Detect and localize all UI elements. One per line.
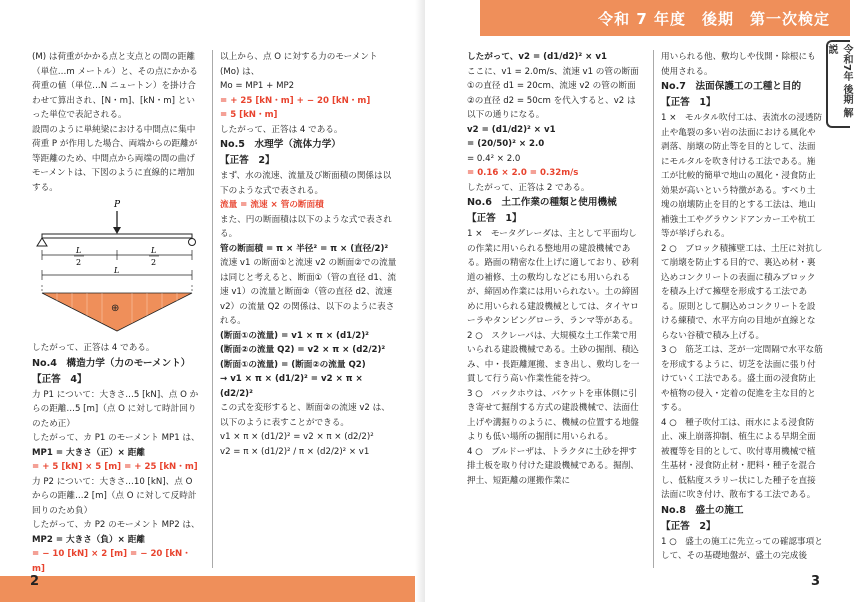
col3-paragraph-2: したがって、正答は 2 である。 [467, 182, 590, 193]
question-no4-heading: No.4 構造力学（力のモーメント） [32, 357, 191, 369]
left-page [0, 0, 425, 602]
question-no5-heading: No.5 水理学（流体力学） [220, 139, 341, 150]
col3-item-2: 2 ○ スクレーパは、大規模な土工作業で用いられる建設機械である。土砂の掘削、積込み、中・長距離運搬、まき出し、敷均しを一貫して行う高い作業性能を持つ。 [467, 330, 640, 384]
col4-item-2: 2 ○ ブロック積擁壁工は、土圧に対抗して崩壊を防止する目的で、裏込め材・裏込めコンクリートの表面に積みブロックを積み上げて擁壁を形成する工法である。原則として胴込めコンクリートを設ける練積で、水平方向の目地が直線とならない谷積で積み上げる。 [661, 243, 823, 341]
col3-formula-4: = 0.4² × 2.0 [467, 153, 521, 164]
col1-paragraph-1: (M) は荷重がかかる点と支点との間の距離（単位…m メートル）と、その点にかかる荷重の値（単位…N ニュートン）を掛け合わせて算出され、[N・m]、[kN・m] といった単位で表記される。 [32, 52, 198, 120]
col1-paragraph-5: したがって、カ P1 のモーメント MP1 は、 [32, 433, 200, 443]
col2-formula-5: 管の断面積 = π × 半径² = π × (直径/2)² [220, 243, 389, 254]
col2-paragraph-3: まず、水の流速、流量及び断面積の関係は以下のような式で表される。 [220, 171, 392, 196]
half-span-left-den: 2 [76, 258, 82, 267]
col2-paragraph-1: 以上から、点 O に対する力のモーメント (Mo) は、 [220, 52, 378, 77]
question-no6-answer: 【正答 1】 [467, 213, 522, 224]
col1-formula-3: MP2 = 大きさ（負）× 距離 [32, 534, 145, 545]
col2-paragraph-4: また、円の断面積は以下のような式で表される。 [220, 214, 392, 239]
left-page-number: 2 [30, 574, 40, 589]
col2-formula-10: v1 × π × (d1/2)² = v2 × π × (d2/2)² [220, 432, 374, 442]
col2-paragraph-5: 流速 v1 の断面①と流速 v2 の断面②での流量は同じと考えると、断面①（管の直径 d1、流速 v1）の流量と断面②（管の直径 d2、流速 v2）の流量 Q2 の関係は、以下のように表される。 [220, 258, 397, 326]
col2-formula-2: = + 25 [kN・m] + − 20 [kN・m] [220, 95, 371, 106]
load-arrow-head [113, 227, 121, 234]
question-no8-answer: 【正答 2】 [661, 520, 716, 532]
column-divider-left [212, 50, 213, 568]
col2-formula-6: (断面①の流量) = v1 × π × (d1/2)² [220, 330, 369, 341]
col3-item-1: 1 × モータグレーダは、主として平面均しの作業に用いられる整地用の建設機械である。路面の精密な仕上げに適しており、砂利道の補修、土の敷均しなどにも用いられるが、締固め作業には用いられない。土の締固めに用いられる建設機械としては、タイヤローラやタンピングローラ、ランマ等がある。 [467, 229, 639, 326]
col3-formula-3: = (20/50)² × 2.0 [467, 139, 545, 149]
col1-formula-1: MP1 = 大きさ（正）× 距離 [32, 447, 145, 458]
side-index-tab[interactable]: 令和7年 後期 解説 [826, 40, 850, 128]
col1-formula-4: = − 10 [kN] × 2 [m] = − 20 [kN・m] [32, 549, 191, 574]
bending-moment-diagram [32, 197, 202, 337]
col2-formula-3: = 5 [kN・m] [220, 110, 278, 120]
col1-paragraph-6: 力 P2 について：大きさ…10 [kN]、点 O からの距離…2 [m]（点 O に対して反時計回りのため負） [32, 476, 197, 516]
positive-sign: ⊕ [111, 303, 120, 314]
half-span-right-den: 2 [151, 258, 157, 267]
question-no7-answer: 【正答 1】 [661, 97, 716, 108]
col3-formula-1: したがって、v2 = (d1/d2)² × v1 [467, 52, 607, 62]
column-4 [661, 50, 823, 564]
question-no8-heading: No.8 盛土の施工 [661, 504, 744, 516]
col2-formula-4: 流量 = 流速 × 管の断面積 [220, 200, 324, 210]
col4-item-1: 1 × モルタル吹付工は、表流水の浸透防止や亀裂の多い岩の法面における風化や剥落、崩壊の防止等を目的として、法面にモルタルを吹き付ける工法である。施工が比較的簡単で地山の風化・浸食防止効果が高いという特徴がある。すべり土塊の崩壊防止を目的とする工法は、地山補強土工やグラウンドアンカー工や杭工等が挙げられる。 [661, 113, 823, 239]
col1-paragraph-3: したがって、正答は 4 である。 [32, 343, 155, 353]
col1-formula-2: = + 5 [kN] × 5 [m] = + 25 [kN・m] [32, 462, 198, 472]
half-span-left-num: L [76, 246, 82, 255]
col4-paragraph-1: 用いられる他、敷均しや伐開・除根にも使用される。 [661, 52, 816, 77]
exam-title: 令和 7 年度 後期 第一次検定 [598, 10, 830, 28]
col3-item-3: 3 ○ バックホウは、バケットを車体側に引き寄せて掘削する方式の建設機械で、法面仕上げや溝掘りのように、機械の位置する地盤よりも低い場所の掘削に用いられる。 [467, 388, 639, 442]
col2-formula-1: Mo = MP1 + MP2 [220, 81, 295, 91]
roller-support [189, 239, 196, 246]
question-no5-answer: 【正答 2】 [220, 155, 275, 166]
question-no4-answer: 【正答 4】 [32, 373, 87, 385]
col4-item-5: 1 ○ 盛土の施工に先立っての確認事項として、その基礎地盤が、盛土の完成後 [661, 536, 823, 561]
column-3 [467, 50, 643, 488]
header-bar [480, 0, 850, 36]
col2-paragraph-6: この式を変形すると、断面②の流速 v2 は、以下のように表すことができる。 [220, 403, 390, 428]
right-page-number: 3 [810, 574, 820, 589]
col4-item-3: 3 ○ 筋芝工は、芝が一定間隔で水平な筋を形成するように、切芝を法面に張り付けていく工法である。盛土面の浸食防止や植物の侵入・定着の促進を主な目的とする。 [661, 345, 823, 413]
right-page [425, 0, 850, 602]
column-2 [220, 50, 398, 459]
col2-formula-9: → v1 × π × (d1/2)² = v2 × π × (d2/2)² [220, 374, 363, 399]
col2-formula-11: v2 = π × (d1/2)² / π × (d2/2)² × v1 [220, 446, 370, 457]
question-no6-heading: No.6 土工作業の種類と使用機械 [467, 197, 617, 208]
pin-support [37, 238, 47, 246]
column-divider-right [653, 50, 654, 568]
col2-formula-8: (断面①の流量) = (断面②の流量 Q2) [220, 359, 366, 370]
col1-paragraph-2: 設問のように単純梁における中間点に集中荷重 P が作用した場合、両端からの距離が等距離のため、中間点から両端の間の曲げモーメントは、下図のように直線的に増加する。 [32, 124, 198, 193]
col3-item-4: 4 ○ ブルドーザは、トラクタに土砂を押す排土板を取り付けた建設機械である。掘削、押土、短距離の運搬作業に [467, 446, 639, 486]
col3-formula-5: = 0.16 × 2.0 = 0.32m/s [467, 168, 579, 178]
col2-paragraph-2: したがって、正答は 4 である。 [220, 124, 343, 135]
col1-paragraph-4: 力 P1 について：大きさ…5 [kN]、点 O からの距離…5 [m]（点 O に対して時計回りのため正） [32, 389, 199, 429]
load-p-label: P [114, 200, 121, 210]
col3-formula-2: v2 = (d1/d2)² × v1 [467, 124, 556, 135]
beam [42, 234, 192, 238]
col3-paragraph-1: ここに、v1 = 2.0m/s、流速 v1 の管の断面①の直径 d1 = 20cm、流速 v2 の管の断面②の直径 d2 = 50cm を代入すると、v2 は以下の通りになる。 [467, 66, 639, 120]
column-1 [32, 50, 202, 576]
question-no7-heading: No.7 法面保護工の工種と目的 [661, 81, 802, 92]
col4-item-4: 4 ○ 種子吹付工は、雨水による浸食防止、凍上崩落抑制、植生による早期全面被覆等を目的として、吹付専用機械で植生基材・浸食防止材・肥料・種子を混合し、低粘度スラリー状にした種子を直接法面に吹き付け、散布する工法である。 [661, 417, 816, 500]
half-span-right-num: L [151, 246, 157, 255]
col2-formula-7: (断面②の流量 Q2) = v2 × π × (d2/2)² [220, 345, 386, 355]
left-footer-bar [0, 576, 425, 602]
col1-paragraph-7: したがって、カ P2 のモーメント MP2 は、 [32, 520, 200, 530]
span-label: L [114, 266, 120, 275]
